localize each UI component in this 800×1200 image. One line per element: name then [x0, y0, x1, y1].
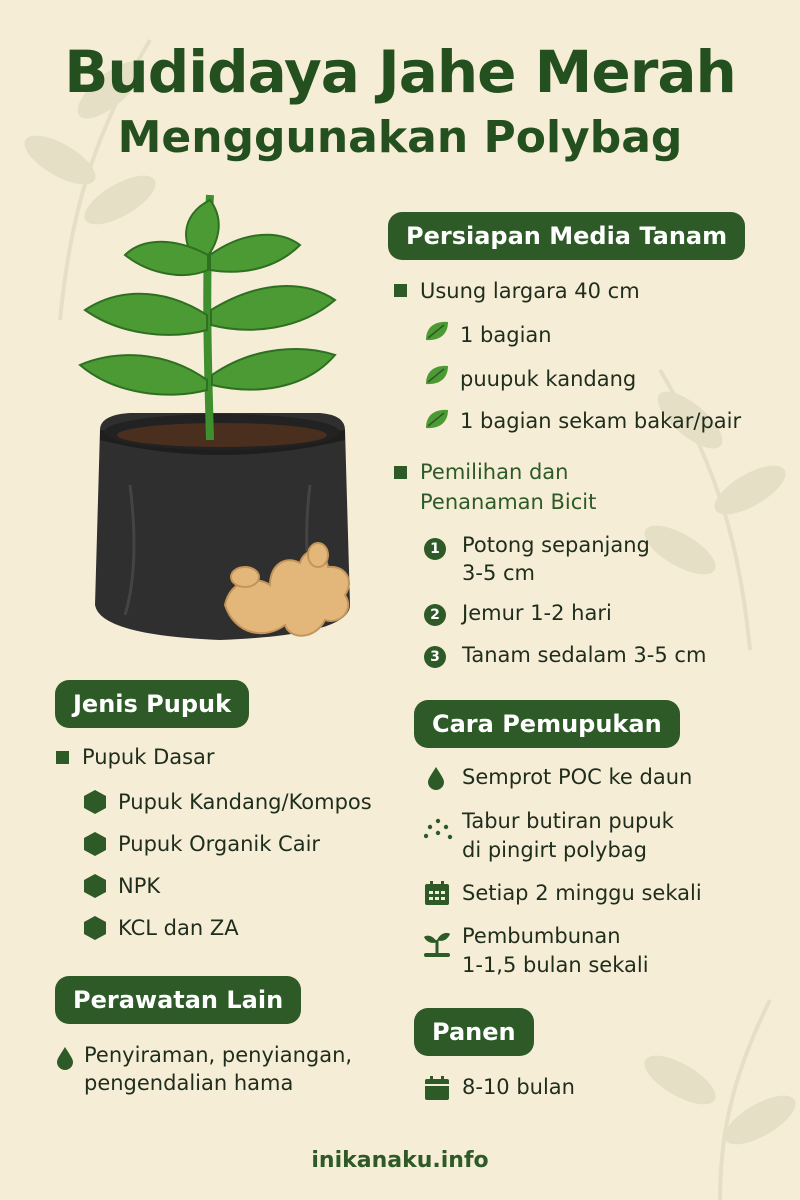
droplet-icon [427, 766, 445, 790]
page-title: Budidaya Jahe Merah [64, 38, 736, 106]
step-text: Jemur 1-2 hari [462, 601, 612, 625]
cara-text: Semprot POC ke daun [462, 765, 693, 789]
section-heading-persiapan-media-tanam: Persiapan Media Tanam [388, 212, 745, 260]
hexagon-bullet-icon [84, 832, 106, 856]
leaf-icon [424, 364, 450, 386]
section-heading-panen: Panen [414, 1008, 534, 1056]
section-heading-jenis-pupuk: Jenis Pupuk [55, 680, 249, 728]
scatter-dots-icon [424, 818, 454, 840]
step-text: Tanam sedalam 3-5 cm [462, 643, 707, 667]
jenis-pupuk-subitem: KCL dan ZA [118, 916, 239, 940]
jenis-pupuk-subitem: Pupuk Organik Cair [118, 832, 321, 856]
jenis-pupuk-subitem: NPK [118, 874, 161, 898]
bullet-square-icon [394, 466, 407, 479]
calendar-icon [424, 1075, 450, 1101]
persiapan-subitem: puupuk kandang [460, 367, 637, 391]
step-number-badge: 1 [424, 538, 446, 560]
ginger-plant-polybag-illustration [70, 185, 370, 665]
leaf-icon [424, 408, 450, 430]
sprout-icon [422, 930, 452, 958]
step-number-badge: 2 [424, 604, 446, 626]
pemilihan-heading-line1: Pemilihan dan [420, 460, 569, 484]
bullet-square-icon [56, 751, 69, 764]
footer-website: inikanaku.info [311, 1148, 489, 1173]
pemilihan-heading-line2: Penanaman Bicit [420, 490, 597, 514]
page-subtitle: Menggunakan Polybag [117, 112, 683, 163]
step-number-badge: 3 [424, 646, 446, 668]
leaf-icon [424, 320, 450, 342]
calendar-icon [424, 880, 450, 906]
section-heading-cara-pemupukan: Cara Pemupukan [414, 700, 680, 748]
cara-text: Pembumbunan [462, 924, 621, 948]
step-text: Potong sepanjang [462, 533, 650, 557]
cara-text: di pingirt polybag [462, 838, 647, 862]
panen-value: 8-10 bulan [462, 1075, 575, 1099]
persiapan-item: Usung largara 40 cm [420, 279, 640, 303]
cara-text: Tabur butiran pupuk [462, 809, 674, 833]
perawatan-text: pengendalian hama [84, 1071, 294, 1095]
hexagon-bullet-icon [84, 916, 106, 940]
cara-text: Setiap 2 minggu sekali [462, 881, 702, 905]
persiapan-subitem: 1 bagian [460, 323, 552, 347]
section-heading-perawatan-lain: Perawatan Lain [55, 976, 301, 1024]
persiapan-subitem: 1 bagian sekam bakar/pair [460, 409, 742, 433]
jenis-pupuk-subitem: Pupuk Kandang/Kompos [118, 790, 372, 814]
cara-text: 1-1,5 bulan sekali [462, 953, 649, 977]
droplet-icon [56, 1046, 74, 1070]
jenis-pupuk-item: Pupuk Dasar [82, 745, 215, 769]
bullet-square-icon [394, 284, 407, 297]
perawatan-text: Penyiraman, penyiangan, [84, 1043, 353, 1067]
hexagon-bullet-icon [84, 790, 106, 814]
hexagon-bullet-icon [84, 874, 106, 898]
step-text: 3-5 cm [462, 561, 535, 585]
